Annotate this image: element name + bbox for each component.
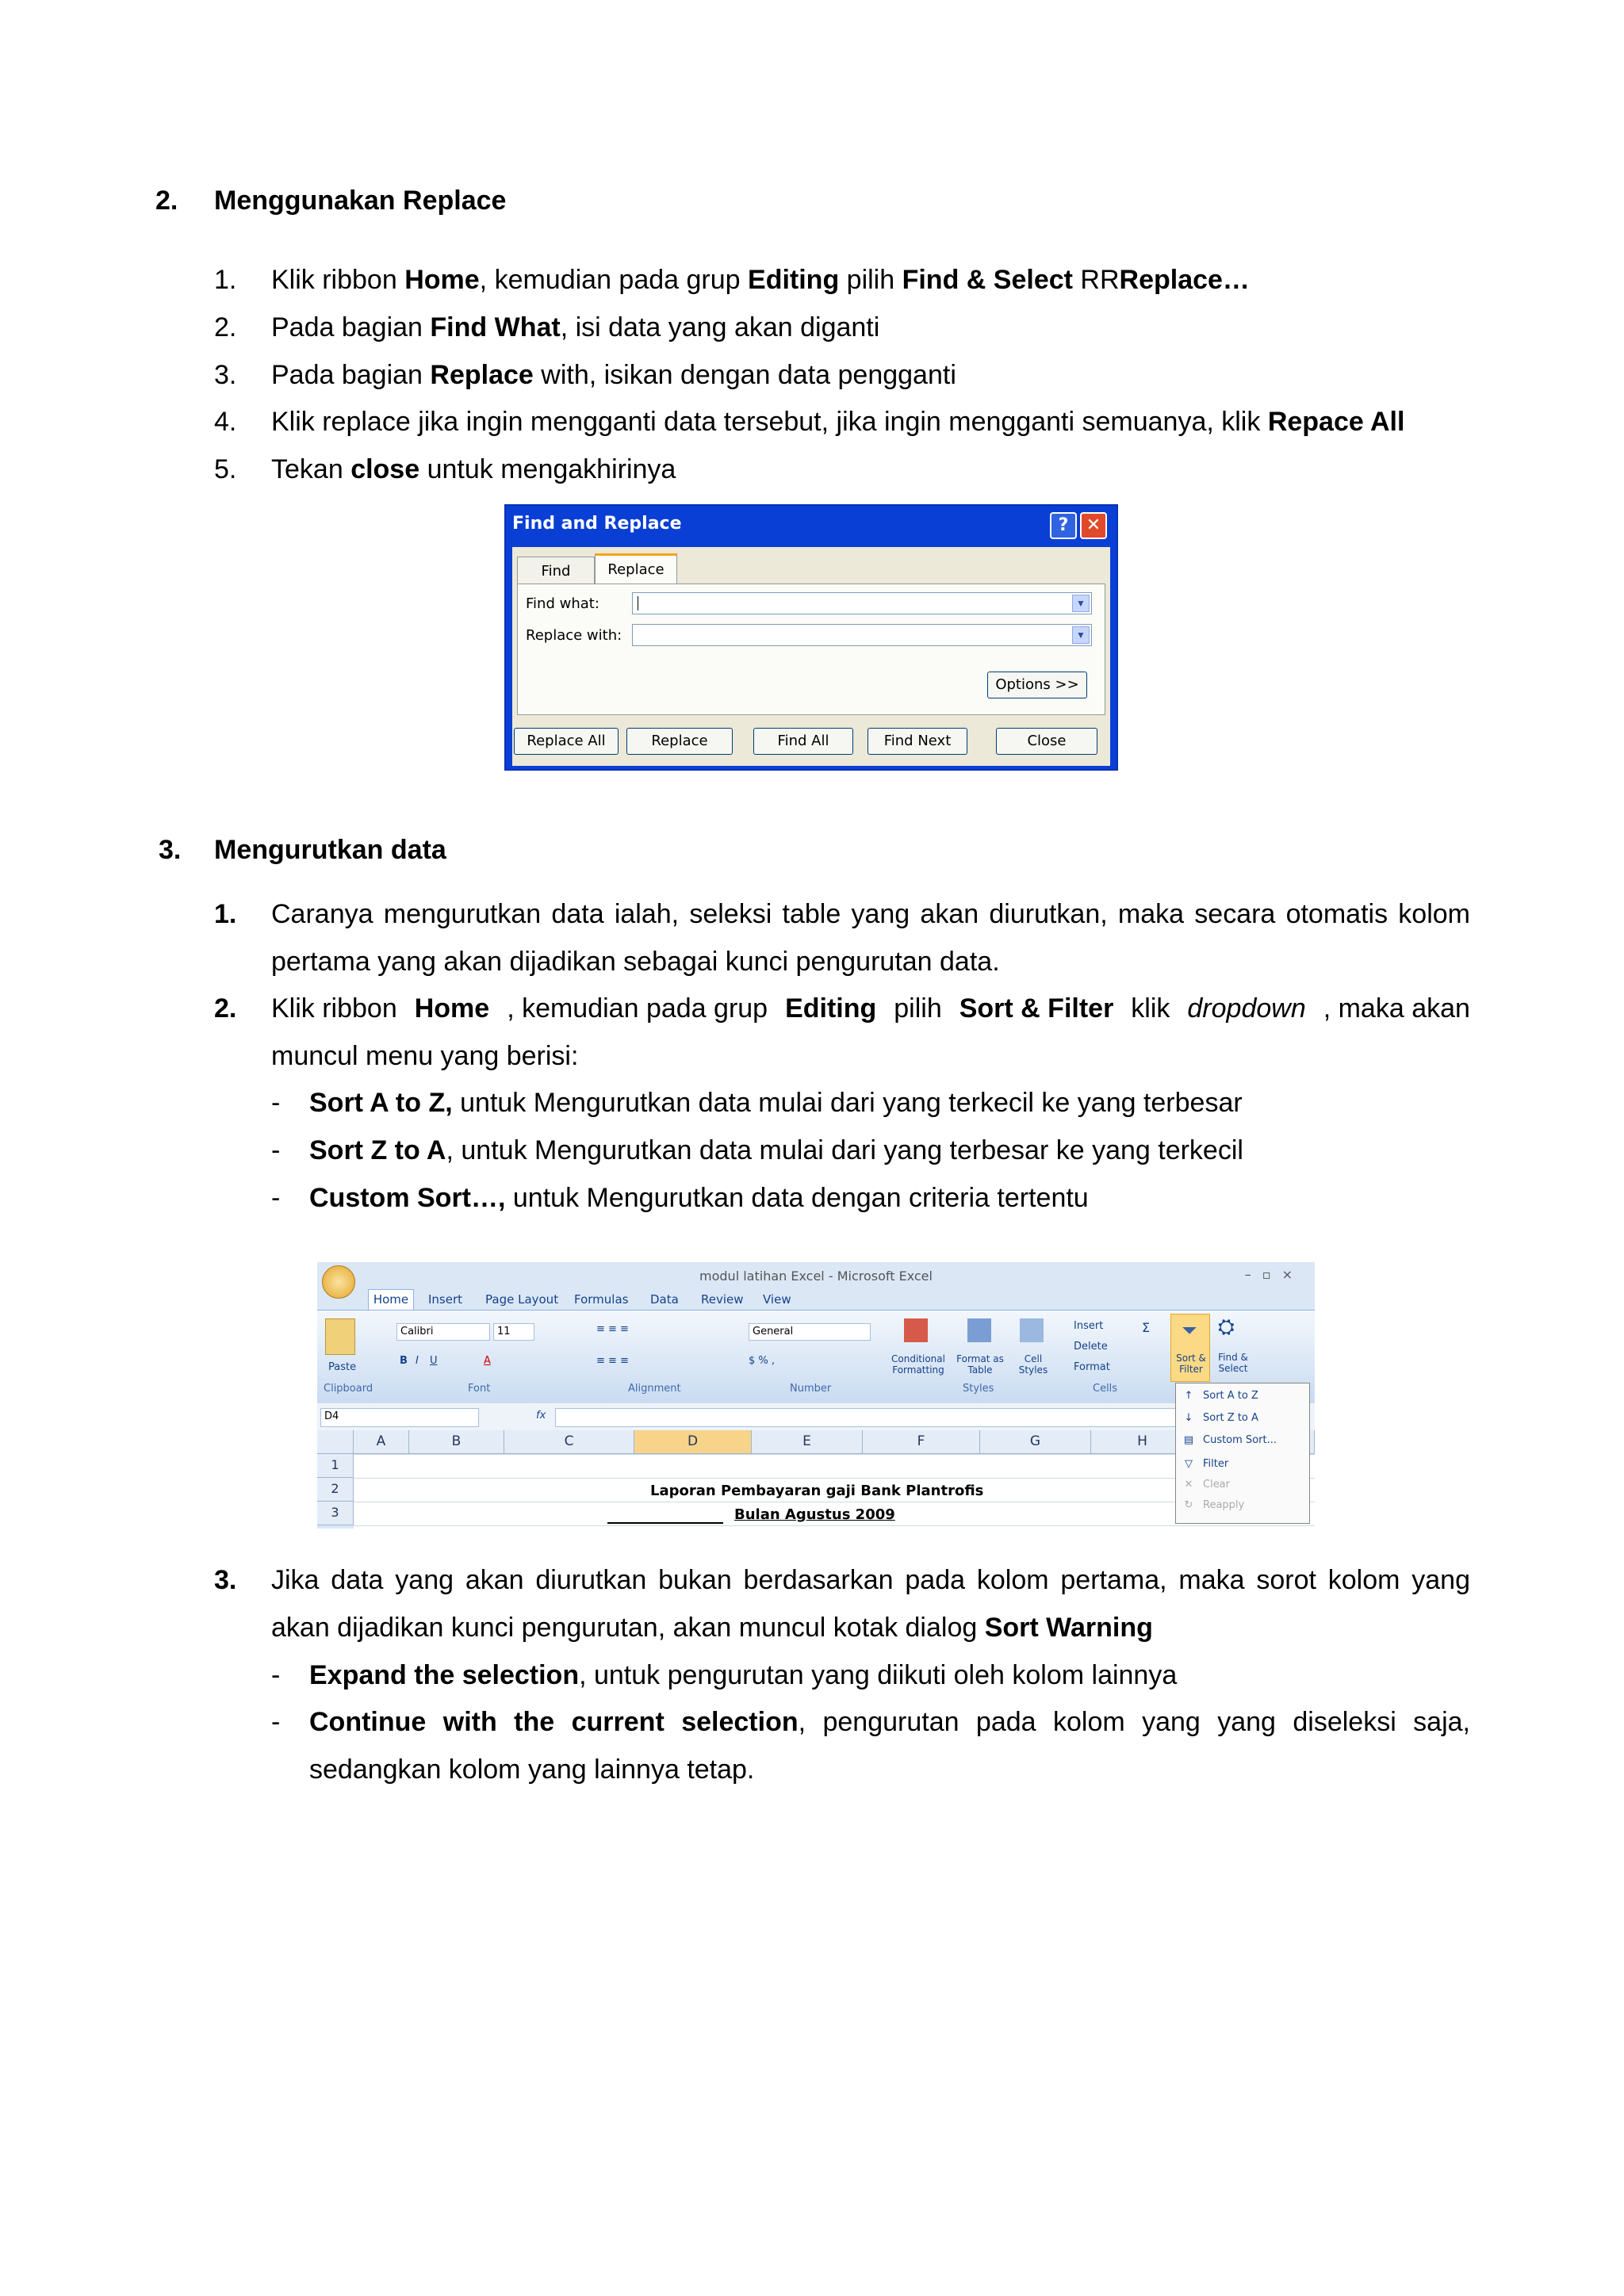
align-center-icon[interactable]: ≡ ≡ ≡ xyxy=(596,1355,629,1367)
percent-icon[interactable]: $ % , xyxy=(749,1355,776,1367)
column-header[interactable]: D xyxy=(634,1430,752,1454)
step-number: 1. xyxy=(214,265,237,295)
group-alignment: Alignment xyxy=(628,1383,681,1395)
window-title: modul latihan Excel - Microsoft Excel xyxy=(699,1269,933,1284)
step-text: Klik replace jika ingin mengganti data tersebut, jika ingin mengganti semuanya, klik Repace All xyxy=(271,407,1405,437)
cell-title: Laporan Pembayaran gaji Bank Plantrofis xyxy=(650,1483,984,1499)
section-title: Menggunakan Replace xyxy=(214,186,507,216)
paste-icon[interactable] xyxy=(325,1318,355,1355)
window-controls[interactable]: –▫× xyxy=(1244,1267,1304,1282)
menu-sort-z-to-a[interactable]: Sort Z to A xyxy=(1203,1412,1258,1424)
sort-filter-label: Sort & Filter xyxy=(1176,1353,1206,1375)
replace-all-button[interactable]: Replace All xyxy=(514,728,619,755)
number-format-box[interactable]: General xyxy=(749,1323,871,1341)
chevron-down-icon[interactable]: ▼ xyxy=(1072,626,1090,644)
options-button[interactable]: Options >> xyxy=(987,672,1087,698)
sort-za-icon: ↓ xyxy=(1184,1412,1193,1424)
column-header[interactable]: B xyxy=(409,1430,504,1454)
menu-clear: Clear xyxy=(1203,1479,1230,1490)
step-number: 3. xyxy=(214,360,237,390)
custom-sort-icon: ▤ xyxy=(1183,1434,1194,1446)
tab-home[interactable]: Home xyxy=(368,1289,414,1310)
cell-styles-label: Cell Styles xyxy=(1018,1353,1048,1376)
group-styles: Styles xyxy=(963,1383,994,1395)
cell-border xyxy=(607,1522,723,1524)
help-button[interactable]: ? xyxy=(1050,512,1077,539)
bullet-dash: - xyxy=(271,1135,281,1165)
replace-with-field[interactable] xyxy=(632,624,1092,646)
column-header[interactable]: A xyxy=(354,1430,409,1454)
row-header[interactable]: 1 xyxy=(317,1454,354,1478)
column-header[interactable]: E xyxy=(752,1430,863,1454)
paragraph-line: muncul menu yang berisi: xyxy=(271,1041,579,1071)
autosum-icon[interactable]: Σ xyxy=(1142,1320,1151,1335)
group-font: Font xyxy=(468,1383,491,1395)
tab-review[interactable]: Review xyxy=(701,1292,744,1307)
group-clipboard: Clipboard xyxy=(324,1383,373,1395)
close-button[interactable]: Close xyxy=(996,728,1097,755)
step-number: 5. xyxy=(214,454,237,484)
menu-filter[interactable]: Filter xyxy=(1203,1458,1229,1470)
find-all-button[interactable]: Find All xyxy=(753,728,853,755)
step-text: Tekan close untuk mengakhirinya xyxy=(271,454,676,484)
tab-insert[interactable]: Insert xyxy=(428,1292,463,1307)
section-title: Mengurutkan data xyxy=(214,835,446,865)
italic-icon[interactable]: I xyxy=(416,1355,419,1367)
tab-page-layout[interactable]: Page Layout xyxy=(485,1292,559,1307)
filter-icon: ⏷ xyxy=(1182,1319,1197,1341)
bullet-item: Sort Z to A, untuk Mengurutkan data mulai dari yang terbesar ke yang terkecil xyxy=(309,1135,1243,1165)
conditional-formatting-icon[interactable] xyxy=(904,1318,928,1342)
font-name-box[interactable]: Calibri xyxy=(396,1323,490,1341)
bullet-dash: - xyxy=(271,1088,281,1118)
tab-replace[interactable]: Replace xyxy=(595,553,677,585)
menu-sort-a-to-z[interactable]: Sort A to Z xyxy=(1203,1390,1258,1402)
align-top-icon[interactable]: ≡ ≡ ≡ xyxy=(596,1323,629,1335)
cell-styles-icon[interactable] xyxy=(1020,1318,1044,1342)
filter-icon: ▽ xyxy=(1185,1458,1193,1470)
format-table-icon[interactable] xyxy=(967,1318,991,1342)
font-color-icon[interactable]: A xyxy=(484,1355,491,1367)
fx-icon[interactable]: fx xyxy=(536,1410,546,1422)
reapply-icon: ↻ xyxy=(1184,1499,1193,1511)
close-icon[interactable]: ✕ xyxy=(1080,512,1107,539)
column-header[interactable]: G xyxy=(980,1430,1091,1454)
menu-reapply: Reapply xyxy=(1203,1499,1245,1511)
paste-label: Paste xyxy=(328,1361,357,1373)
replace-button[interactable]: Replace xyxy=(626,728,733,755)
bullet-dash: - xyxy=(271,1660,281,1690)
insert-label[interactable]: Insert xyxy=(1074,1320,1104,1332)
column-header[interactable]: C xyxy=(504,1430,634,1454)
tab-formulas[interactable]: Formulas xyxy=(574,1292,629,1307)
find-what-field[interactable] xyxy=(632,592,1092,614)
dialog-title: Find and Replace xyxy=(512,514,682,534)
font-size-box[interactable]: 11 xyxy=(493,1323,534,1341)
clear-icon: ✕ xyxy=(1184,1479,1193,1490)
dialog-body xyxy=(512,547,1110,766)
bullet-item: Continue with the current selection , pengurutan pada kolom yang yang diseleksi saja, xyxy=(309,1707,1470,1737)
group-number: Number xyxy=(790,1383,832,1395)
section-number: 2. xyxy=(155,186,178,216)
bullet-item: Custom Sort…, untuk Mengurutkan data dengan criteria tertentu xyxy=(309,1183,1089,1213)
step-number: 3. xyxy=(214,1565,237,1595)
bullet-item: Sort A to Z, untuk Mengurutkan data mulai dari yang terkecil ke yang terbesar xyxy=(309,1088,1243,1118)
paragraph-line: Klik ribbon Home , kemudian pada grup Editing pilih Sort & Filter klik dropdown , maka akan xyxy=(271,993,1470,1024)
sort-filter-button[interactable] xyxy=(1170,1314,1210,1382)
select-all-corner[interactable] xyxy=(317,1430,354,1454)
find-replace-dialog xyxy=(504,504,1118,771)
row-header[interactable]: 2 xyxy=(317,1478,354,1502)
step-number: 2. xyxy=(214,993,237,1024)
replace-panel xyxy=(517,584,1105,715)
chevron-down-icon[interactable]: ▼ xyxy=(1072,595,1090,612)
format-label[interactable]: Format xyxy=(1074,1361,1110,1373)
paragraph-line: akan dijadikan kunci pengurutan, akan muncul kotak dialog Sort Warning xyxy=(271,1613,1153,1643)
name-box[interactable]: D4 xyxy=(320,1408,479,1427)
menu-custom-sort[interactable]: Custom Sort... xyxy=(1203,1434,1277,1446)
bullet-dash: - xyxy=(271,1707,281,1737)
sort-az-icon: ↑ xyxy=(1184,1390,1193,1402)
sort-filter-menu xyxy=(1175,1383,1310,1524)
cell-subtitle: Bulan Agustus 2009 xyxy=(734,1506,895,1523)
binoculars-icon[interactable]: ⛭ xyxy=(1218,1315,1235,1339)
paragraph-line: pertama yang akan dijadikan sebagai kunci pengurutan data. xyxy=(271,947,1000,977)
step-number: 1. xyxy=(214,899,237,929)
paragraph-line: sedangkan kolom yang lainnya tetap. xyxy=(309,1755,755,1785)
step-number: 2. xyxy=(214,312,237,342)
underline-icon[interactable]: U xyxy=(430,1355,438,1367)
paragraph-line: Jika data yang akan diurutkan bukan berdasarkan pada kolom pertama, maka sorot kolom yang xyxy=(271,1565,1470,1595)
row-header[interactable]: 3 xyxy=(317,1502,354,1525)
step-text: Klik ribbon Home, kemudian pada grup Editing pilih Find & Select RRReplace… xyxy=(271,265,1250,295)
section-number: 3. xyxy=(159,835,182,865)
replace-with-label: Replace with: xyxy=(526,627,622,644)
paragraph-line: Caranya mengurutkan data ialah, seleksi table yang akan diurutkan, maka secara otomatis kolom xyxy=(271,899,1470,929)
column-header[interactable]: F xyxy=(863,1430,980,1454)
step-number: 4. xyxy=(214,407,237,437)
tab-view[interactable]: View xyxy=(763,1292,791,1307)
excel-window xyxy=(317,1262,1315,1529)
tab-find[interactable]: Find xyxy=(517,557,595,585)
bold-icon[interactable]: B xyxy=(400,1355,408,1367)
conditional-formatting-label: Conditional Formatting xyxy=(891,1353,945,1376)
find-next-button[interactable]: Find Next xyxy=(868,728,967,755)
bullet-item: Expand the selection, untuk pengurutan yang diikuti oleh kolom lainnya xyxy=(309,1660,1178,1690)
column-header[interactable]: H xyxy=(1091,1430,1194,1454)
find-select-label: Find & Select xyxy=(1218,1352,1248,1374)
delete-label[interactable]: Delete xyxy=(1074,1341,1108,1353)
formula-bar xyxy=(317,1403,1315,1430)
group-cells: Cells xyxy=(1093,1383,1118,1395)
step-text: Pada bagian Replace with, isikan dengan data pengganti xyxy=(271,360,956,390)
step-text: Pada bagian Find What, isi data yang akan diganti xyxy=(271,312,880,342)
format-table-label: Format as Table xyxy=(956,1353,1004,1376)
tab-data[interactable]: Data xyxy=(650,1292,679,1307)
find-what-label: Find what: xyxy=(526,595,599,612)
bullet-dash: - xyxy=(271,1183,281,1213)
